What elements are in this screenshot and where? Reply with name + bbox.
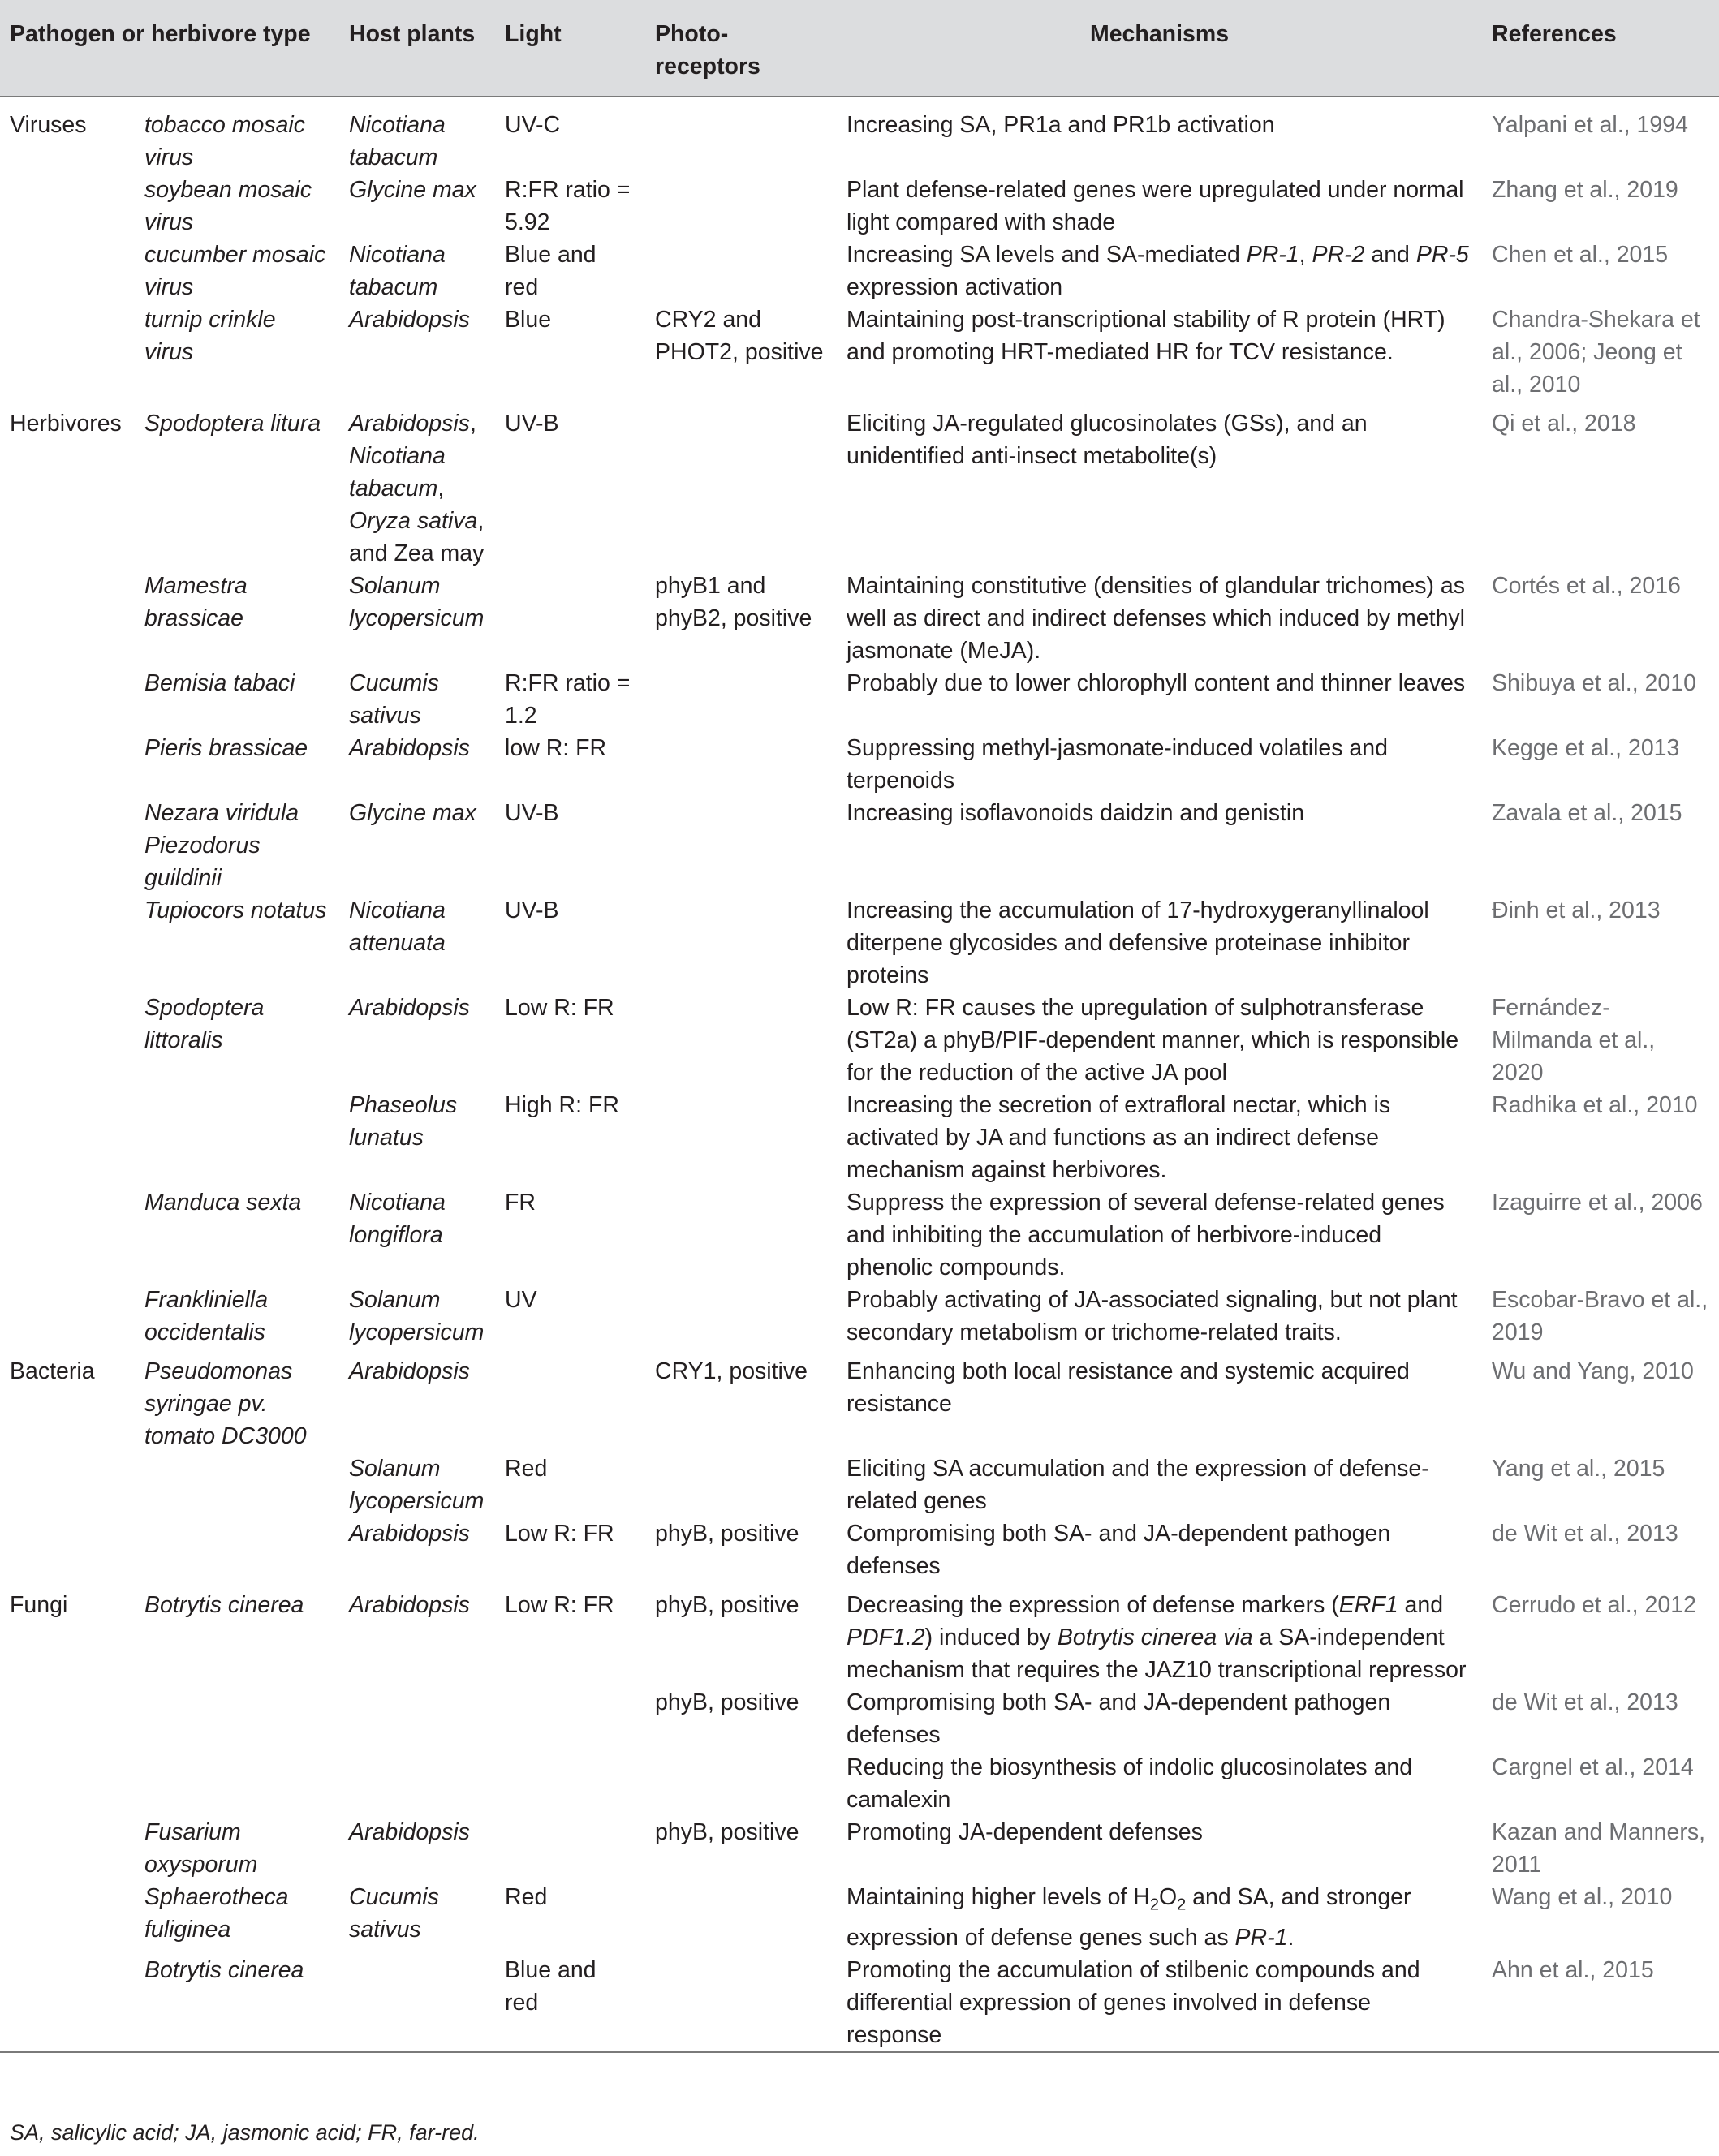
cell-photoreceptor [645, 1881, 837, 1954]
cell-photoreceptor [645, 1452, 837, 1517]
cell-pathogen [135, 1517, 339, 1582]
cell-photoreceptor [645, 1284, 837, 1349]
table-row [0, 303, 1719, 401]
cell-pathogen: Sphaerotheca fuliginea [144, 1884, 289, 1943]
cell-reference: Wang et al., 2010 [1492, 1884, 1673, 1910]
cell-pathogen: Pieris brassicae [144, 735, 308, 761]
cell-light: UV-B [505, 800, 559, 826]
cell-type: Fungi [10, 1592, 68, 1618]
cell-host: Solanum lycopersicum [349, 573, 485, 631]
cell-light: Low R: FR [505, 1592, 614, 1618]
cell-type [0, 1517, 135, 1582]
cell-photoreceptor [645, 992, 837, 1089]
cell-type: Bacteria [10, 1358, 95, 1384]
cell-type [0, 797, 135, 894]
cell-light: R:FR ratio = 5.92 [505, 177, 631, 235]
cell-mechanism: Compromising both SA- and JA-dependent pathogen defenses [847, 1689, 1391, 1748]
cell-type [0, 1686, 135, 1751]
header-pathogen-type: Pathogen or herbivore type [0, 0, 339, 97]
cell-light: Blue [505, 307, 552, 333]
cell-light: UV-C [505, 112, 561, 138]
cell-mechanism: Maintaining higher levels of $H_2O_2$ and SA, and stronger expression of defense genes such as PR-1. [847, 1884, 1411, 1951]
header-row [0, 0, 1719, 97]
cell-photoreceptor [645, 894, 837, 992]
table-row [0, 894, 1719, 992]
cell-mechanism: Eliciting SA accumulation and the expression of defense-related genes [847, 1456, 1429, 1514]
cell-reference: Radhika et al., 2010 [1492, 1092, 1698, 1118]
cell-photoreceptor: phyB, positive [655, 1521, 799, 1547]
cell-type [0, 1284, 135, 1349]
cell-host: Glycine max [349, 177, 476, 203]
cell-pathogen: Fusarium oxysporum [144, 1819, 258, 1878]
cell-pathogen: Bemisia tabaci [144, 670, 295, 696]
header-light: Light [495, 0, 645, 97]
table-row [0, 174, 1719, 239]
cell-host: Arabidopsis [349, 735, 470, 761]
cell-mechanism: Compromising both SA- and JA-dependent pathogen defenses [847, 1521, 1391, 1579]
cell-type [0, 992, 135, 1089]
cell-host [339, 1686, 495, 1751]
cell-type [0, 174, 135, 239]
table-row [0, 1881, 1719, 1954]
cell-reference: Cerrudo et al., 2012 [1492, 1592, 1696, 1618]
cell-reference: Zhang et al., 2019 [1492, 177, 1678, 203]
cell-light [495, 1816, 645, 1881]
cell-light: Red [505, 1456, 548, 1482]
cell-pathogen: soybean mosaic virus [144, 177, 312, 235]
cell-photoreceptor [645, 239, 837, 303]
cell-host: Nicotiana tabacum [349, 242, 446, 300]
cell-photoreceptor [645, 1186, 837, 1284]
cell-photoreceptor [645, 1089, 837, 1186]
cell-mechanism: Suppress the expression of several defense-related genes and inhibiting the accumulation of herbivore-induced phenolic compounds. [847, 1190, 1445, 1280]
cell-pathogen: Frankliniella occidentalis [144, 1287, 269, 1345]
cell-reference: Escobar-Bravo et al., 2019 [1492, 1287, 1708, 1345]
cell-host: Cucumis sativus [349, 1884, 439, 1943]
cell-mechanism: Plant defense-related genes were upregulated under normal light compared with shade [847, 177, 1464, 235]
cell-host: Arabidopsis, Nicotiana tabacum, Oryza sativa, and Zea may [349, 411, 485, 566]
cell-reference: Cargnel et al., 2014 [1492, 1754, 1694, 1780]
cell-photoreceptor: phyB, positive [655, 1592, 799, 1618]
cell-type [0, 732, 135, 797]
cell-mechanism: Suppressing methyl-jasmonate-induced volatiles and terpenoids [847, 735, 1388, 794]
cell-light: UV [505, 1287, 537, 1313]
cell-host: Nicotiana tabacum [349, 112, 446, 170]
cell-reference: Đinh et al., 2013 [1492, 897, 1661, 923]
table-row [0, 1686, 1719, 1751]
cell-type [0, 1954, 135, 2052]
cell-photoreceptor [645, 667, 837, 732]
cell-light: low R: FR [505, 735, 607, 761]
table-row [0, 97, 1719, 174]
cell-type [0, 239, 135, 303]
cell-host: Arabidopsis [349, 1819, 470, 1845]
cell-pathogen [135, 1686, 339, 1751]
cell-host: Arabidopsis [349, 1592, 470, 1618]
cell-pathogen: tobacco mosaic virus [144, 112, 306, 170]
cell-mechanism: Increasing the accumulation of 17-hydroxygeranyllinalool diterpene glycosides and defensive proteinase inhibitor proteins [847, 897, 1429, 988]
cell-reference: Cortés et al., 2016 [1492, 573, 1681, 599]
cell-type [0, 1816, 135, 1881]
cell-type [0, 894, 135, 992]
cell-host: Glycine max [349, 800, 476, 826]
cell-light: Low R: FR [505, 1521, 614, 1547]
cell-pathogen: Manduca sexta [144, 1190, 302, 1216]
cell-pathogen: Spodoptera littoralis [144, 995, 265, 1053]
cell-type: Viruses [10, 112, 87, 138]
table-row [0, 992, 1719, 1089]
cell-mechanism: Enhancing both local resistance and systemic acquired resistance [847, 1358, 1410, 1417]
table-row [0, 667, 1719, 732]
cell-mechanism: Low R: FR causes the upregulation of sulphotransferase (ST2a) a phyB/PIF-dependent manner, which is responsible for the reduction of the active JA pool [847, 995, 1459, 1086]
cell-photoreceptor [645, 1954, 837, 2052]
cell-mechanism: Promoting JA-dependent defenses [847, 1819, 1203, 1845]
header-photoreceptors: Photo- receptors [645, 0, 837, 97]
cell-light: Low R: FR [505, 995, 614, 1021]
cell-mechanism: Maintaining constitutive (densities of glandular trichomes) as well as direct and indirect defenses which induced by methyl jasmonate (MeJA). [847, 573, 1466, 664]
cell-photoreceptor [645, 732, 837, 797]
cell-host: Cucumis sativus [349, 670, 439, 729]
cell-photoreceptor: phyB, positive [655, 1689, 799, 1715]
cell-photoreceptor: CRY2 and PHOT2, positive [655, 307, 824, 365]
cell-light [495, 570, 645, 667]
cell-type [0, 1881, 135, 1954]
cell-pathogen: Botrytis cinerea [144, 1592, 304, 1618]
cell-mechanism: Increasing SA, PR1a and PR1b activation [847, 112, 1275, 138]
cell-type: Herbivores [10, 411, 122, 437]
cell-pathogen: Pseudomonas syringae pv. tomato DC3000 [144, 1358, 307, 1449]
cell-type [0, 1751, 135, 1816]
cell-mechanism: Probably activating of JA-associated signaling, but not plant secondary metabolism or trichome-related traits. [847, 1287, 1458, 1345]
cell-host: Arabidopsis [349, 1521, 470, 1547]
cell-photoreceptor [645, 174, 837, 239]
cell-light: Blue and red [495, 1954, 645, 2052]
cell-pathogen [135, 1089, 339, 1186]
cell-light [495, 1686, 645, 1751]
cell-type [0, 1452, 135, 1517]
table-row [0, 1452, 1719, 1517]
cell-reference: Chen et al., 2015 [1492, 242, 1669, 268]
cell-type [0, 303, 135, 401]
cell-reference: Ahn et al., 2015 [1482, 1954, 1719, 2052]
cell-host: Solanum lycopersicum [349, 1287, 485, 1345]
cell-host: Arabidopsis [349, 995, 470, 1021]
cell-mechanism: Eliciting JA-regulated glucosinolates (GSs), and an unidentified anti-insect metabolite(s) [847, 411, 1368, 469]
cell-host: Arabidopsis [349, 307, 470, 333]
cell-pathogen: Botrytis cinerea [135, 1954, 339, 2052]
cell-reference: Shibuya et al., 2010 [1492, 670, 1696, 696]
table-footnote: SA, salicylic acid; JA, jasmonic acid; FR, far-red. [10, 2120, 480, 2145]
cell-mechanism: Maintaining post-transcriptional stability of R protein (HRT) and promoting HRT-mediated HR for TCV resistance. [847, 307, 1445, 365]
table-row [0, 239, 1719, 303]
table-row [0, 1816, 1719, 1881]
cell-pathogen: Tupiocors notatus [144, 897, 327, 923]
table-row [0, 1582, 1719, 1686]
cell-type [0, 667, 135, 732]
cell-mechanism: Increasing SA levels and SA-mediated PR-1, PR-2 and PR-5 expression activation [847, 242, 1469, 300]
cell-light: Blue and red [505, 242, 597, 300]
cell-pathogen: Mamestra brassicae [144, 573, 248, 631]
header-mechanisms: Mechanisms [837, 0, 1482, 97]
cell-photoreceptor: phyB, positive [655, 1819, 799, 1845]
cell-light: FR [505, 1190, 536, 1216]
cell-pathogen [135, 1751, 339, 1816]
cell-reference: Wu and Yang, 2010 [1492, 1358, 1694, 1384]
table-body [0, 97, 1719, 2052]
table-row [0, 1284, 1719, 1349]
cell-reference: de Wit et al., 2013 [1492, 1521, 1678, 1547]
cell-pathogen: Spodoptera litura [144, 411, 321, 437]
cell-mechanism: Probably due to lower chlorophyll content and thinner leaves [847, 670, 1466, 696]
table-row [0, 1089, 1719, 1186]
cell-photoreceptor: CRY1, positive [655, 1358, 808, 1384]
table-row [0, 797, 1719, 894]
cell-host: Nicotiana attenuata [349, 897, 446, 956]
cell-pathogen [135, 1452, 339, 1517]
table-row [0, 1517, 1719, 1582]
cell-reference: Kazan and Manners, 2011 [1492, 1819, 1706, 1878]
cell-light: UV-B [505, 897, 559, 923]
cell-photoreceptor [645, 401, 837, 570]
cell-pathogen: Nezara viridula Piezodorus guildinii [144, 800, 299, 891]
cell-host: Phaseolus lunatus [349, 1092, 458, 1151]
header-references: References [1482, 0, 1719, 97]
cell-reference: Zavala et al., 2015 [1492, 800, 1682, 826]
cell-photoreceptor [645, 797, 837, 894]
cell-mechanism: Reducing the biosynthesis of indolic glucosinolates and camalexin [847, 1754, 1413, 1813]
table-row [0, 401, 1719, 570]
cell-photoreceptor [645, 97, 837, 174]
cell-type [0, 570, 135, 667]
cell-light: UV-B [505, 411, 559, 437]
cell-light: High R: FR [505, 1092, 619, 1118]
cell-reference: Qi et al., 2018 [1492, 411, 1636, 437]
cell-mechanism: Decreasing the expression of defense markers (ERF1 and PDF1.2) induced by Botrytis cinerea via a SA-independent mechanism that requires the JAZ10 transcriptional repressor [847, 1592, 1467, 1683]
cell-photoreceptor: phyB1 and phyB2, positive [655, 573, 812, 631]
cell-reference: Fernández-Milmanda et al., 2020 [1492, 995, 1656, 1086]
cell-light [495, 1751, 645, 1816]
table-row [0, 1751, 1719, 1816]
table-row [0, 570, 1719, 667]
header-host-plants: Host plants [339, 0, 495, 97]
cell-host: Solanum lycopersicum [349, 1456, 485, 1514]
cell-type [0, 1089, 135, 1186]
table-row [0, 1954, 1719, 2052]
cell-reference: de Wit et al., 2013 [1492, 1689, 1678, 1715]
cell-light: R:FR ratio = 1.2 [505, 670, 631, 729]
cell-mechanism: Increasing the secretion of extrafloral nectar, which is activated by JA and functions as an indirect defense mechanism against herbivores. [847, 1092, 1391, 1183]
cell-mechanism: Increasing isoflavonoids daidzin and genistin [847, 800, 1305, 826]
cell-host: Arabidopsis [349, 1358, 470, 1384]
cell-reference: Kegge et al., 2013 [1492, 735, 1680, 761]
cell-host [339, 1954, 495, 2052]
cell-reference: Chandra-Shekara et al., 2006; Jeong et al., 2010 [1492, 307, 1700, 398]
table-row [0, 1186, 1719, 1284]
cell-light [495, 1349, 645, 1452]
cell-host [339, 1751, 495, 1816]
cell-pathogen: turnip crinkle virus [144, 307, 276, 365]
cell-reference: Yalpani et al., 1994 [1492, 112, 1688, 138]
cell-pathogen: cucumber mosaic virus [144, 242, 326, 300]
cell-light: Red [505, 1884, 548, 1910]
table-row [0, 1349, 1719, 1452]
table-row [0, 732, 1719, 797]
cell-reference: Izaguirre et al., 2006 [1492, 1190, 1703, 1216]
cell-host: Nicotiana longiflora [349, 1190, 446, 1248]
cell-type [0, 1186, 135, 1284]
cell-mechanism: Promoting the accumulation of stilbenic compounds and differential expression of genes involved in defense response [837, 1954, 1482, 2052]
cell-reference: Yang et al., 2015 [1492, 1456, 1665, 1482]
cell-photoreceptor [645, 1751, 837, 1816]
